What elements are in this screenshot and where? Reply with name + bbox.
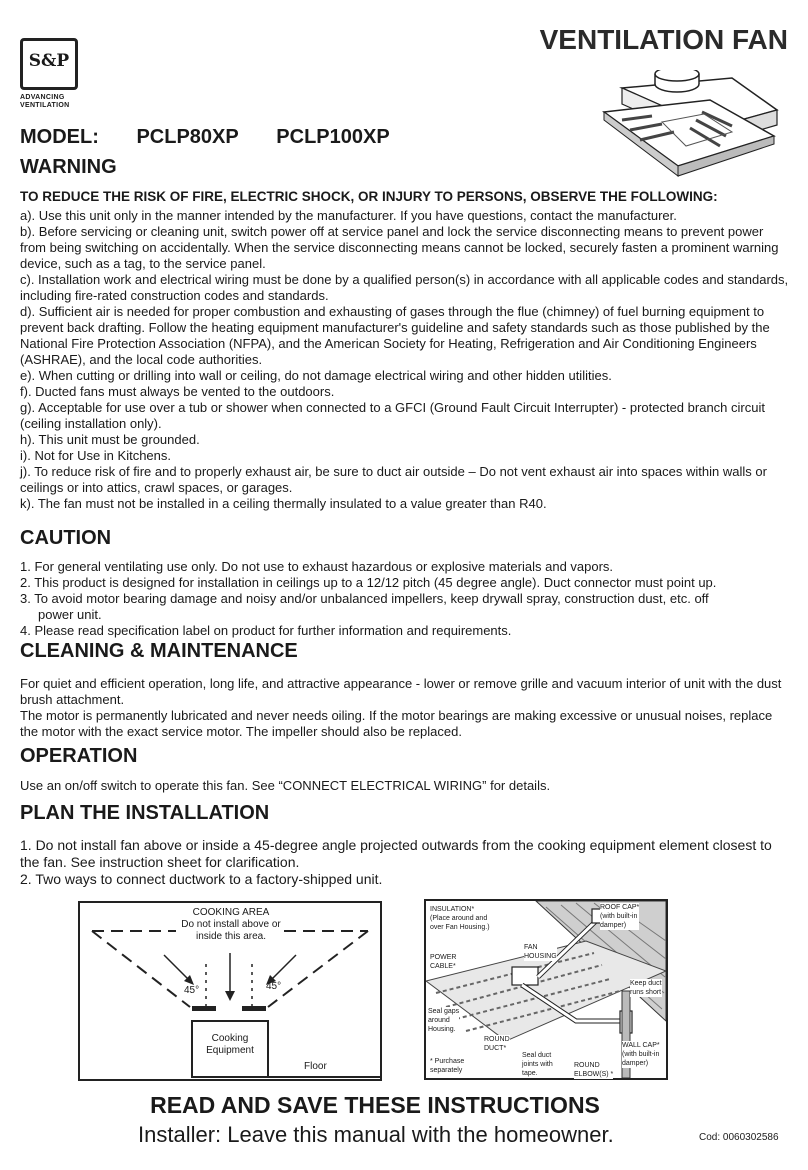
plan-item: 1. Do not install fan above or inside a 45-degree angle projected outwards from the cooking equipment element closest to the fan. See instruction sheet for clarification. [20, 837, 772, 870]
label-line: ELBOW(S) * [574, 1071, 614, 1078]
warning-item: i). Not for Use in Kitchens. [20, 448, 171, 463]
cooking-equipment-line: Cooking [211, 1033, 249, 1044]
logo-text: S&P [28, 51, 70, 71]
document-code: Cod: 0060302586 [699, 1132, 779, 1143]
logo-mark [20, 38, 78, 90]
warning-item: e). When cutting or drilling into wall or ceiling, do not damage electrical wiring and other hidden utilities. [20, 368, 612, 383]
warning-item: c). Installation work and electrical wiring must be done by a qualified person(s) in accordance with all applicable codes and standards, including fire-rated construction codes and standards. [20, 272, 789, 303]
brand-logo [20, 38, 86, 110]
label-line: CABLE* [430, 963, 456, 970]
cleaning-section [20, 676, 790, 740]
label-line: HOUSING [524, 953, 557, 960]
model-1: PCLP80XP [136, 126, 239, 148]
read-save-instructions: READ AND SAVE THESE INSTRUCTIONS [150, 1092, 600, 1118]
warning-heading: WARNING [20, 156, 117, 178]
plan-item: 2. Two ways to connect ductwork to a factory-shipped unit. [20, 871, 383, 887]
cooking-area-label-line: inside this area. [195, 931, 267, 942]
plan-heading: PLAN THE INSTALLATION [20, 802, 270, 824]
model-label: MODEL: [20, 126, 99, 148]
label-line: WALL CAP* [622, 1042, 660, 1049]
angle-left-label: 45° [184, 985, 200, 996]
warning-item: g). Acceptable for use over a tub or shower when connected to a GFCI (Ground Fault Circuit Interrupter) - protected branch circuit (ceiling installation only). [20, 400, 765, 431]
label-line: ROOF CAP* [600, 904, 640, 911]
operation-paragraph: Use an on/off switch to operate this fan. See “CONNECT ELECTRICAL WIRING” for details. [20, 778, 551, 793]
label-line: joints with [522, 1061, 553, 1068]
floor-label: Floor [304, 1061, 327, 1072]
warning-lead: TO REDUCE THE RISK OF FIRE, ELECTRIC SHOCK, OR INJURY TO PERSONS, OBSERVE THE FOLLOWING: [20, 189, 718, 204]
cooking-area-label-line: COOKING AREA [192, 907, 270, 918]
label-line: ROUND [484, 1036, 510, 1043]
caution-item-continuation: power unit. [38, 607, 102, 622]
label-line: DUCT* [484, 1045, 507, 1052]
logo-tagline-line1: ADVANCING [20, 94, 65, 101]
label-line: tape. [522, 1070, 538, 1077]
warning-item: h). This unit must be grounded. [20, 432, 200, 447]
cleaning-heading: CLEANING & MAINTENANCE [20, 640, 298, 662]
operation-section [20, 778, 790, 794]
label-line: Housing. [428, 1026, 456, 1033]
purchase-note [430, 1057, 464, 1075]
fan-housing-label [524, 943, 557, 961]
ductwork-diagram [424, 899, 668, 1080]
cooking-area-label [176, 907, 286, 943]
operation-heading: OPERATION [20, 745, 138, 767]
logo-tagline [20, 94, 86, 110]
warning-item: a). Use this unit only in the manner intended by the manufacturer. If you have questions, contact the manufacturer. [20, 208, 677, 223]
warning-item: j). To reduce risk of fire and to properly exhaust air, be sure to duct air outside – Do not vent exhaust air into spaces within walls or ceilings or into attics, crawl spaces, or garages. [20, 464, 767, 495]
logo-tagline-line2: VENTILATION [20, 102, 70, 109]
caution-item: 1. For general ventilating use only. Do not use to exhaust hazardous or explosive materials and vapors. [20, 559, 614, 574]
warning-item: b). Before servicing or cleaning unit, switch power off at service panel and lock the service disconnecting means to prevent power from being switching on accidentally. When the service disconnecting means cannot be locked, securely fasten a prominent warning device, such as a tag, to the service panel. [20, 224, 779, 271]
caution-item: 4. Please read specification label on product for further information and requirements. [20, 623, 512, 638]
round-elbow-label [574, 1061, 613, 1079]
keep-duct-label [630, 979, 662, 997]
cooking-area-label-line: Do not install above or [181, 919, 281, 930]
caution-heading: CAUTION [20, 527, 112, 549]
model-line [20, 126, 422, 149]
wall-cap-label [622, 1041, 660, 1068]
label-line: * Purchase [430, 1058, 465, 1065]
angle-right-label: 45° [266, 981, 282, 992]
warning-item: k). The fan must not be installed in a ceiling thermally insulated to a value greater than R40. [20, 496, 547, 511]
fan-illustration [582, 70, 780, 182]
document-title: VENTILATION FAN [539, 24, 788, 55]
seal-duct-label [522, 1051, 553, 1078]
cooking-equipment-label [194, 1033, 266, 1057]
label-line: damper) [600, 922, 627, 929]
caution-item: 2. This product is designed for installation in ceilings up to a 12/12 pitch (45 degree angle). Duct connector must point up. [20, 575, 717, 590]
label-line: over Fan Housing.) [430, 924, 490, 931]
cooking-area-diagram [78, 901, 382, 1081]
label-line: Keep duct [630, 980, 662, 987]
label-line: Seal duct [522, 1052, 552, 1059]
cleaning-paragraph: The motor is permanently lubricated and never needs oiling. If the motor bearings are making excessive or unusual noises, replace the motor with the exact service motor. The impeller should also be replaced. [20, 708, 773, 739]
cleaning-paragraph: For quiet and efficient operation, long life, and attractive appearance - lower or remove grille and vacuum interior of unit with the dust brush attachment. [20, 676, 782, 707]
power-cable-label [430, 953, 456, 971]
plan-section [20, 837, 790, 888]
label-line: around [428, 1017, 450, 1024]
label-line: FAN [524, 944, 538, 951]
cooking-equipment-line: Equipment [206, 1045, 254, 1056]
round-duct-label [484, 1035, 510, 1053]
label-line: separately [430, 1067, 463, 1074]
label-line: (with built-in [622, 1051, 660, 1058]
label-line: damper) [622, 1060, 649, 1067]
model-2: PCLP100XP [276, 126, 390, 148]
label-line: INSULATION* [430, 906, 475, 913]
label-line: runs short [630, 989, 662, 996]
label-line: ROUND [574, 1062, 600, 1069]
insulation-label [430, 905, 490, 932]
label-line: (with built-in [600, 913, 638, 920]
caution-section [20, 559, 790, 639]
warning-item: f). Ducted fans must always be vented to the outdoors. [20, 384, 335, 399]
label-line: Seal gaps [428, 1008, 460, 1015]
warning-item: d). Sufficient air is needed for proper combustion and exhausting of gases through the flue (chimney) of fuel burning equipment to prevent back drafting. Follow the heating equipment manufacturer's guideline and safety standards such as those published by the National Fire Protection Association (NFPA), and the American Society for Heating, Refrigeration and Air Conditioning Engineers (ASHRAE), and the local code authorities. [20, 304, 770, 367]
seal-gaps-label [428, 1007, 459, 1034]
caution-item: 3. To avoid motor bearing damage and noisy and/or unbalanced impellers, keep drywall spray, construction dust, etc. off [20, 591, 709, 606]
label-line: (Place around and [430, 915, 488, 922]
warning-section [20, 189, 790, 512]
label-line: POWER [430, 954, 457, 961]
roof-cap-label [600, 903, 639, 930]
installer-note: Installer: Leave this manual with the homeowner. [138, 1122, 614, 1147]
